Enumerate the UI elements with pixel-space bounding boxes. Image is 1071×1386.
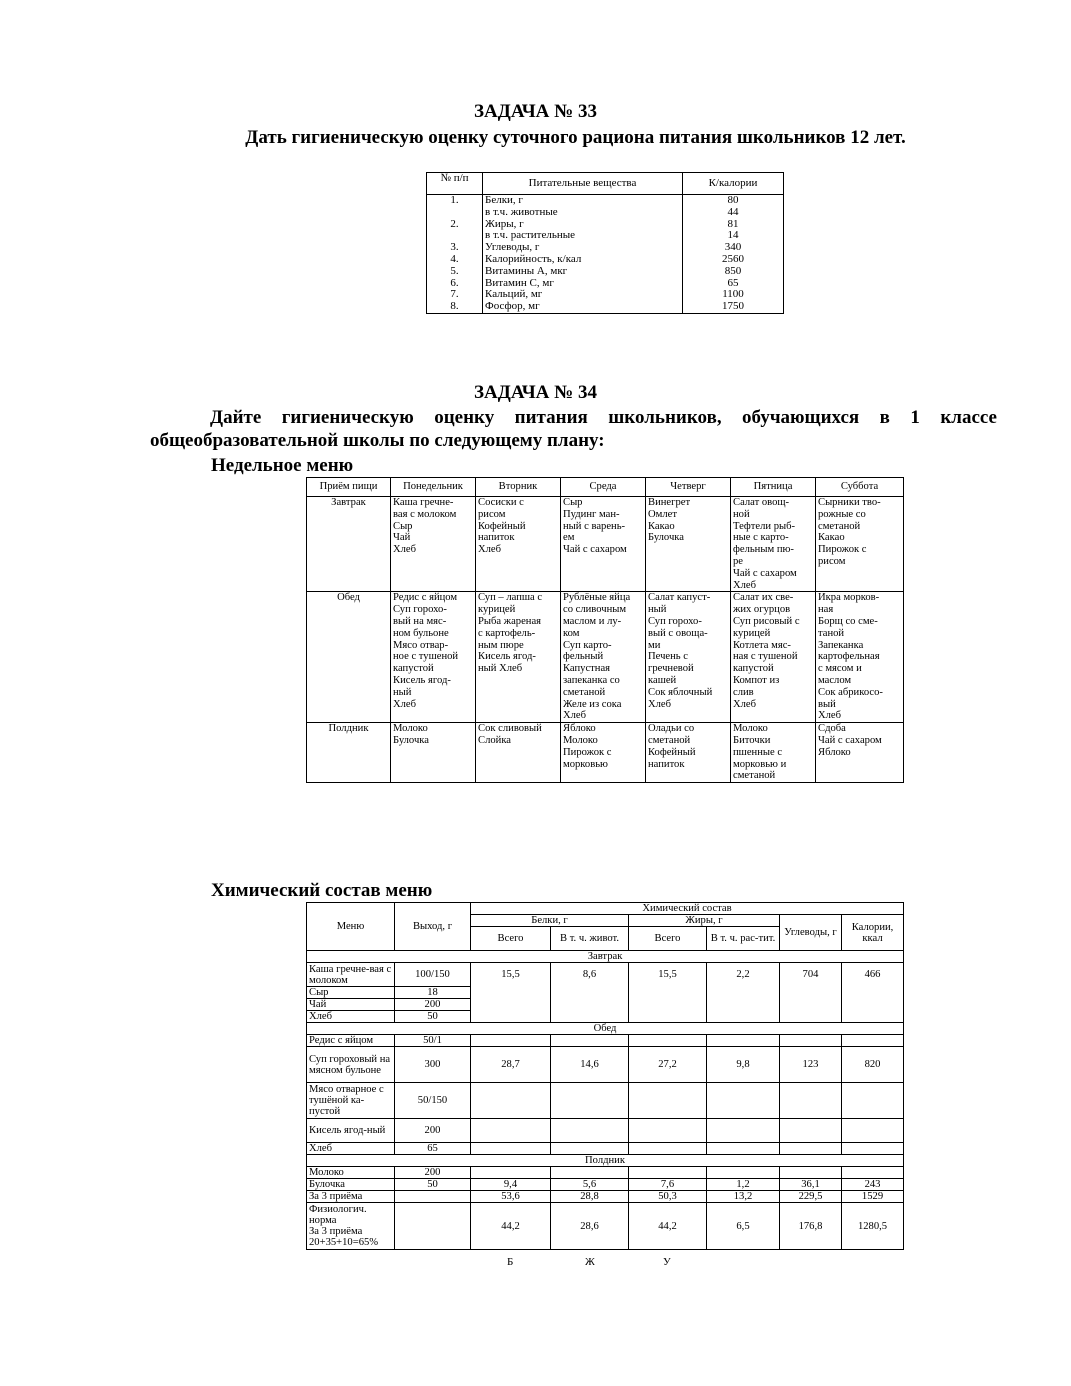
chem-value: 1,2 bbox=[707, 1179, 780, 1191]
letter-zh: Ж bbox=[585, 1256, 595, 1268]
menu-meal: Полдник bbox=[307, 723, 391, 783]
nutrient-name: Кальций, мг bbox=[483, 289, 683, 301]
task33-question: Дать гигиеническую оценку суточного рациона питания школьников 12 лет. bbox=[245, 127, 906, 148]
chem-total-value: 50,3 bbox=[629, 1191, 707, 1203]
col-header-menu: Меню bbox=[307, 903, 395, 951]
nutrient-name: Витамин С, мг bbox=[483, 278, 683, 290]
nutrient-value: 80 bbox=[683, 195, 784, 207]
chem-value: 8,6 bbox=[551, 963, 629, 1023]
nutrient-value: 1100 bbox=[683, 289, 784, 301]
chem-value: 466 bbox=[842, 963, 904, 1023]
menu-cell bbox=[646, 723, 731, 783]
menu-dish: со сливочным bbox=[563, 604, 627, 616]
nutrient-name: Белки, г bbox=[483, 195, 683, 207]
chem-total-value: 1529 bbox=[842, 1191, 904, 1203]
nutrient-name: в т.ч. растительные bbox=[483, 230, 683, 242]
chem-norm-line: Физиологич. bbox=[309, 1204, 367, 1215]
chem-total-value: 53,6 bbox=[471, 1191, 551, 1203]
menu-dish: Оладьи со bbox=[648, 723, 695, 735]
menu-dish: Суп рисовый с bbox=[733, 615, 800, 627]
menu-dish: Рублёные яйца bbox=[563, 592, 631, 604]
menu-dish: ный bbox=[393, 686, 412, 698]
chem-item-name: Чай bbox=[307, 999, 395, 1011]
chem-value: 7,6 bbox=[629, 1179, 707, 1191]
chem-value: 243 bbox=[842, 1179, 904, 1191]
col-header-num: № п/п bbox=[427, 173, 483, 195]
menu-dish: ем bbox=[563, 532, 575, 544]
menu-dish: Кисель ягод- bbox=[478, 651, 536, 663]
menu-cell bbox=[731, 497, 816, 592]
task33-title: ЗАДАЧА № 33 bbox=[474, 101, 597, 122]
menu-heading: Недельное меню bbox=[211, 455, 354, 476]
menu-cell bbox=[476, 723, 561, 783]
menu-dish: Молоко bbox=[563, 734, 598, 746]
menu-dish: Какао bbox=[818, 532, 845, 544]
menu-meal: Обед bbox=[307, 592, 391, 723]
nutrient-value: 1750 bbox=[683, 301, 784, 313]
col-header-yield: Выход, г bbox=[395, 903, 471, 951]
menu-dish: Пирожок с bbox=[818, 544, 867, 556]
menu-dish: Хлеб bbox=[393, 698, 417, 710]
nutrient-num bbox=[427, 207, 483, 219]
chem-value: 9,4 bbox=[471, 1179, 551, 1191]
chem-norm-value: 28,6 bbox=[551, 1203, 629, 1250]
chem-item-yield: 65 bbox=[395, 1143, 471, 1155]
col-header-fat-total: Всего bbox=[629, 927, 707, 951]
chem-total-value: 229,5 bbox=[780, 1191, 842, 1203]
letter-u: У bbox=[663, 1256, 671, 1268]
task34-title: ЗАДАЧА № 34 bbox=[474, 382, 597, 403]
menu-cell bbox=[816, 497, 904, 592]
nutrient-num: 6. bbox=[427, 278, 483, 290]
menu-dish: Слойка bbox=[478, 734, 512, 746]
col-header-fat-plant: В т. ч. рас-тит. bbox=[707, 927, 780, 951]
menu-dish: Суп – лапша с bbox=[478, 592, 543, 604]
menu-col-header: Понедельник bbox=[391, 478, 476, 497]
menu-dish: ре bbox=[733, 555, 743, 567]
chem-item-name: Мясо отварное с тушёной ка-пустой bbox=[307, 1083, 395, 1119]
chem-norm-value: 176,8 bbox=[780, 1203, 842, 1250]
menu-dish: Хлеб bbox=[733, 579, 757, 591]
menu-col-header: Суббота bbox=[816, 478, 904, 497]
menu-dish: фельным пю- bbox=[733, 544, 794, 556]
menu-dish: Сдоба bbox=[818, 723, 846, 735]
chem-value: 123 bbox=[780, 1047, 842, 1083]
menu-cell bbox=[476, 592, 561, 723]
menu-dish: Икра морков- bbox=[818, 592, 880, 604]
chem-value: 27,2 bbox=[629, 1047, 707, 1083]
menu-dish: сметаной bbox=[648, 734, 691, 746]
task34-question-line2: общеобразовательной школы по следующему плану: bbox=[150, 430, 605, 451]
chem-item-yield: 200 bbox=[395, 999, 471, 1011]
menu-dish: морковью и bbox=[733, 758, 787, 770]
menu-cell bbox=[561, 723, 646, 783]
chem-total-value: 28,8 bbox=[551, 1191, 629, 1203]
menu-cell bbox=[391, 723, 476, 783]
menu-dish: ком bbox=[563, 627, 580, 639]
chem-item-name: Суп гороховый на мясном бульоне bbox=[307, 1047, 395, 1083]
menu-dish: Молоко bbox=[733, 723, 768, 735]
menu-dish: ном бульоне bbox=[393, 627, 449, 639]
nutrient-name: Жиры, г bbox=[483, 219, 683, 231]
menu-cell bbox=[731, 592, 816, 723]
menu-dish: жих огурцов bbox=[733, 604, 791, 616]
chem-item-yield: 18 bbox=[395, 987, 471, 999]
col-header-kcal: К/калории bbox=[683, 173, 784, 195]
menu-dish: Сосиски с bbox=[478, 497, 524, 508]
chem-total-name: За 3 приёма bbox=[307, 1191, 395, 1203]
menu-dish: напиток bbox=[478, 532, 515, 544]
nutrient-value: 81 bbox=[683, 219, 784, 231]
menu-dish: сметаной bbox=[818, 520, 861, 532]
menu-dish: Яблоко bbox=[563, 723, 596, 735]
menu-dish: Хлеб bbox=[563, 710, 587, 722]
menu-dish: Сок яблочный bbox=[648, 686, 713, 698]
menu-dish: вый с овоща- bbox=[648, 627, 708, 639]
menu-dish: слив bbox=[733, 686, 754, 698]
col-header-calories: Калории, ккал bbox=[842, 915, 904, 951]
chem-item-name: Сыр bbox=[307, 987, 395, 999]
menu-dish: напиток bbox=[648, 758, 685, 770]
menu-dish: Чай с сахаром bbox=[818, 734, 882, 746]
nutrients-table bbox=[426, 172, 784, 314]
menu-cell bbox=[561, 592, 646, 723]
menu-dish: ное с тушеной bbox=[393, 651, 459, 663]
chem-value: 15,5 bbox=[629, 963, 707, 1023]
nutrient-num: 4. bbox=[427, 254, 483, 266]
menu-cell bbox=[391, 497, 476, 592]
menu-dish: вый на мяс- bbox=[393, 615, 447, 627]
menu-dish: маслом и лу- bbox=[563, 615, 622, 627]
menu-col-header: Пятница bbox=[731, 478, 816, 497]
menu-dish: сметаной bbox=[563, 686, 606, 698]
menu-dish: Хлеб bbox=[393, 544, 417, 556]
menu-dish: Винегрет bbox=[648, 497, 691, 508]
nutrient-row bbox=[427, 301, 784, 313]
menu-dish: гречневой bbox=[648, 663, 694, 675]
menu-dish: Кофейный bbox=[648, 746, 696, 758]
menu-dish: Пудинг ман- bbox=[563, 508, 620, 520]
chem-norm-line: норма bbox=[309, 1215, 337, 1226]
col-header-protein: Белки, г bbox=[471, 915, 629, 927]
menu-dish: морковью bbox=[563, 758, 608, 770]
menu-dish: Хлеб bbox=[648, 698, 672, 710]
nutrient-name: в т.ч. животные bbox=[483, 207, 683, 219]
chem-item-yield: 200 bbox=[395, 1167, 471, 1179]
chem-norm-value: 44,2 bbox=[471, 1203, 551, 1250]
chem-item-yield: 50/1 bbox=[395, 1035, 471, 1047]
nutrient-row bbox=[427, 254, 784, 266]
chem-item-name: Хлеб bbox=[307, 1143, 395, 1155]
chem-norm-value: 1280,5 bbox=[842, 1203, 904, 1250]
chem-value: 28,7 bbox=[471, 1047, 551, 1083]
menu-dish: Суп карто- bbox=[563, 639, 612, 651]
menu-dish: Молоко bbox=[393, 723, 428, 735]
menu-dish: Запеканка bbox=[818, 639, 864, 651]
menu-dish: с мясом и bbox=[818, 663, 862, 675]
chem-item-name: Редис с яйцом bbox=[307, 1035, 395, 1047]
chem-value: 9,8 bbox=[707, 1047, 780, 1083]
nutrient-value: 340 bbox=[683, 242, 784, 254]
nutrient-num: 5. bbox=[427, 266, 483, 278]
menu-dish: Салат их све- bbox=[733, 592, 794, 604]
menu-dish: пшенные с bbox=[733, 746, 783, 758]
menu-col-header: Приём пищи bbox=[307, 478, 391, 497]
chem-norm-line: 20+35+10=65% bbox=[309, 1237, 379, 1248]
menu-dish: рисом bbox=[818, 555, 846, 567]
menu-cell bbox=[646, 497, 731, 592]
menu-cell bbox=[816, 723, 904, 783]
menu-row bbox=[307, 592, 904, 723]
menu-dish: Яблоко bbox=[818, 746, 851, 758]
menu-dish: Салат овощ- bbox=[733, 497, 790, 508]
menu-dish: сметаной bbox=[733, 770, 776, 782]
col-header-chem: Химический состав bbox=[471, 903, 904, 915]
menu-dish: ная bbox=[818, 604, 834, 616]
nutrient-value: 65 bbox=[683, 278, 784, 290]
chem-item-name: Молоко bbox=[307, 1167, 395, 1179]
col-header-protein-total: Всего bbox=[471, 927, 551, 951]
menu-meal: Завтрак bbox=[307, 497, 391, 592]
nutrient-num: 1. bbox=[427, 195, 483, 207]
nutrient-num: 7. bbox=[427, 289, 483, 301]
menu-dish: Кофейный bbox=[478, 520, 526, 532]
nutrient-value: 44 bbox=[683, 207, 784, 219]
menu-dish: Салат капуст- bbox=[648, 592, 711, 604]
chem-item-yield: 50/150 bbox=[395, 1083, 471, 1119]
menu-row bbox=[307, 723, 904, 783]
chem-value: 704 bbox=[780, 963, 842, 1023]
menu-cell bbox=[561, 497, 646, 592]
nutrient-name: Углеводы, г bbox=[483, 242, 683, 254]
nutrient-row bbox=[427, 207, 784, 219]
menu-dish: ные с карто- bbox=[733, 532, 789, 544]
nutrient-name: Витамины А, мкг bbox=[483, 266, 683, 278]
menu-dish: Компот из bbox=[733, 674, 780, 686]
menu-dish: Сок сливовый bbox=[478, 723, 542, 735]
menu-dish: Сок абрикосо- bbox=[818, 686, 883, 698]
menu-dish: маслом bbox=[818, 674, 852, 686]
menu-dish: ным пюре bbox=[478, 639, 524, 651]
weekly-menu-table bbox=[306, 477, 904, 783]
menu-dish: ный с варень- bbox=[563, 520, 626, 532]
menu-dish: с картофель- bbox=[478, 627, 536, 639]
col-header-fat: Жиры, г bbox=[629, 915, 780, 927]
menu-dish: Пирожок с bbox=[563, 746, 612, 758]
menu-dish: Желе из сока bbox=[563, 698, 622, 710]
chem-value: 15,5 bbox=[471, 963, 551, 1023]
menu-col-header: Четверг bbox=[646, 478, 731, 497]
chem-item-name: Хлеб bbox=[307, 1011, 395, 1023]
menu-dish: Хлеб bbox=[478, 544, 502, 556]
menu-dish: кашей bbox=[648, 674, 677, 686]
nutrient-row bbox=[427, 266, 784, 278]
chem-item-yield: 50 bbox=[395, 1011, 471, 1023]
menu-dish: Чай bbox=[393, 532, 411, 544]
menu-dish: вая с молоком bbox=[393, 508, 457, 520]
chem-value: 14,6 bbox=[551, 1047, 629, 1083]
chem-item-name: Каша гречне-вая с молоком bbox=[307, 963, 395, 987]
chem-value: 36,1 bbox=[780, 1179, 842, 1191]
menu-dish: Котлета мяс- bbox=[733, 639, 791, 651]
menu-cell bbox=[476, 497, 561, 592]
menu-dish: Омлет bbox=[648, 508, 677, 520]
menu-cell bbox=[646, 592, 731, 723]
chem-value: 2,2 bbox=[707, 963, 780, 1023]
menu-col-header: Вторник bbox=[476, 478, 561, 497]
menu-dish: Редис с яйцом bbox=[393, 592, 458, 604]
menu-dish: Биточки bbox=[733, 734, 771, 746]
nutrient-value: 850 bbox=[683, 266, 784, 278]
menu-col-header: Среда bbox=[561, 478, 646, 497]
chem-item-yield: 300 bbox=[395, 1047, 471, 1083]
menu-dish: ный Хлеб bbox=[478, 663, 523, 675]
chem-item-yield: 100/150 bbox=[395, 963, 471, 987]
menu-row bbox=[307, 497, 904, 592]
chem-item-name: Кисель ягод-ный bbox=[307, 1119, 395, 1143]
menu-dish: Капустная bbox=[563, 663, 611, 675]
menu-dish: ная с тушеной bbox=[733, 651, 798, 663]
chem-total-value: 13,2 bbox=[707, 1191, 780, 1203]
chemical-composition-table bbox=[306, 902, 904, 1250]
menu-dish: Хлеб bbox=[818, 710, 842, 722]
menu-dish: Сырники тво- bbox=[818, 497, 881, 508]
col-header-carbs: Углеводы, г bbox=[780, 915, 842, 951]
menu-dish: ный bbox=[648, 604, 667, 616]
menu-dish: таной bbox=[818, 627, 845, 639]
menu-dish: Суп горохо- bbox=[393, 604, 447, 616]
chem-value: 820 bbox=[842, 1047, 904, 1083]
nutrient-num: 2. bbox=[427, 219, 483, 231]
menu-dish: запеканка со bbox=[563, 674, 620, 686]
nutrient-name: Фосфор, мг bbox=[483, 301, 683, 313]
menu-dish: курицей bbox=[478, 604, 516, 616]
chem-item-yield: 200 bbox=[395, 1119, 471, 1143]
chem-value: 5,6 bbox=[551, 1179, 629, 1191]
menu-dish: Мясо отвар- bbox=[393, 639, 449, 651]
menu-dish: Чай с сахаром bbox=[563, 544, 627, 556]
col-header-nutrient: Питательные вещества bbox=[483, 173, 683, 195]
task34-question-line1: Дайте гигиеническую оценку питания школьников, обучающихся в 1 классе bbox=[210, 407, 997, 428]
menu-dish: Кисель ягод- bbox=[393, 674, 451, 686]
menu-dish: Хлеб bbox=[733, 698, 757, 710]
nutrient-value: 2560 bbox=[683, 254, 784, 266]
menu-dish: ной bbox=[733, 508, 750, 520]
section-lunch: Обед bbox=[307, 1023, 904, 1035]
menu-dish: Рыба жареная bbox=[478, 615, 542, 627]
menu-dish: Булочка bbox=[393, 734, 429, 746]
menu-dish: Печень с bbox=[648, 651, 688, 663]
col-header-protein-animal: В т. ч. живот. bbox=[551, 927, 629, 951]
nutrient-value: 14 bbox=[683, 230, 784, 242]
menu-dish: рисом bbox=[478, 508, 506, 520]
chem-norm-name bbox=[307, 1203, 395, 1250]
menu-cell bbox=[731, 723, 816, 783]
menu-dish: Борщ со сме- bbox=[818, 615, 878, 627]
menu-dish: Сыр bbox=[393, 520, 413, 532]
chem-norm-value: 6,5 bbox=[707, 1203, 780, 1250]
chem-item-name: Булочка bbox=[307, 1179, 395, 1191]
section-snack: Полдник bbox=[307, 1155, 904, 1167]
menu-dish: Сыр bbox=[563, 497, 583, 508]
menu-dish: Суп горохо- bbox=[648, 615, 702, 627]
menu-dish: курицей bbox=[733, 627, 771, 639]
chem-norm-value: 44,2 bbox=[629, 1203, 707, 1250]
menu-dish: Какао bbox=[648, 520, 675, 532]
menu-cell bbox=[391, 592, 476, 723]
nutrient-name: Калорийность, к/кал bbox=[483, 254, 683, 266]
menu-dish: капустой bbox=[393, 663, 434, 675]
chem-norm-line: За 3 приёма bbox=[309, 1226, 363, 1237]
menu-dish: фельный bbox=[563, 651, 604, 663]
menu-dish: вый bbox=[818, 698, 836, 710]
chem-heading: Химический состав меню bbox=[211, 880, 433, 901]
menu-dish: Тефтели рыб- bbox=[733, 520, 796, 532]
nutrient-num: 3. bbox=[427, 242, 483, 254]
section-breakfast: Завтрак bbox=[307, 951, 904, 963]
menu-dish: картофельная bbox=[818, 651, 880, 663]
menu-dish: рожные со bbox=[818, 508, 866, 520]
nutrient-row bbox=[427, 195, 784, 207]
menu-dish: капустой bbox=[733, 663, 774, 675]
menu-dish: ми bbox=[648, 639, 661, 651]
nutrient-num: 8. bbox=[427, 301, 483, 313]
menu-dish: Каша гречне- bbox=[393, 497, 454, 508]
menu-dish: Булочка bbox=[648, 532, 684, 544]
letter-b: Б bbox=[507, 1256, 514, 1268]
menu-cell bbox=[816, 592, 904, 723]
chem-item-yield: 50 bbox=[395, 1179, 471, 1191]
menu-dish: Чай с сахаром bbox=[733, 567, 797, 579]
